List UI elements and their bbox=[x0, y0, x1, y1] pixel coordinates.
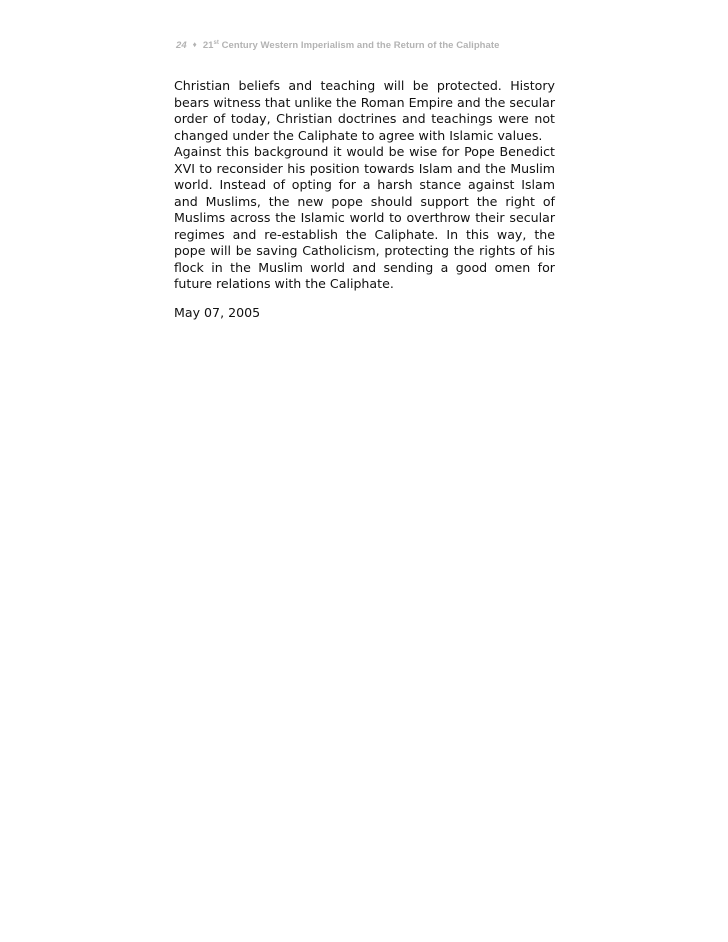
date-text: May 07, 2005 bbox=[174, 305, 261, 320]
paragraph-line: Muslims across the Islamic world to overthrow their secular bbox=[174, 210, 555, 225]
paragraph-line: changed under the Caliphate to agree with Islamic values. bbox=[174, 127, 543, 143]
paragraph-line: world. Instead of opting for a harsh stance against Islam bbox=[174, 177, 555, 192]
paragraph-line: regimes and re-establish the Caliphate. In this way, the bbox=[174, 226, 555, 242]
paragraph-line: Christian beliefs and teaching will be protected. History bbox=[174, 78, 555, 93]
body-paragraph bbox=[174, 78, 555, 293]
running-header bbox=[176, 40, 556, 51]
paragraph-line: XVI to reconsider his position towards Islam and the Muslim bbox=[174, 160, 555, 176]
page-number: 24 bbox=[176, 40, 187, 51]
header-title-prefix: 21 bbox=[202, 40, 214, 51]
paragraph-line: and Muslims, the new pope should support the right of bbox=[174, 193, 555, 209]
header-title-rest: Century Western Imperialism and the Return of the Caliphate bbox=[218, 40, 500, 51]
paragraph-line: future relations with the Caliphate. bbox=[174, 276, 394, 291]
paragraph-line: bears witness that unlike the Roman Empire and the secular bbox=[174, 94, 555, 110]
paragraph-line: pope will be saving Catholicism, protecting the rights of his bbox=[174, 243, 555, 258]
diamond-bullet-icon: ♦ bbox=[192, 40, 197, 49]
paragraph-line: order of today, Christian doctrines and teachings were not bbox=[174, 111, 555, 126]
header-title-superscript: st bbox=[213, 39, 219, 46]
paragraph-line: flock in the Muslim world and sending a good omen for bbox=[174, 259, 555, 275]
paragraph-line: Against this background it would be wise for Pope Benedict bbox=[174, 144, 555, 159]
